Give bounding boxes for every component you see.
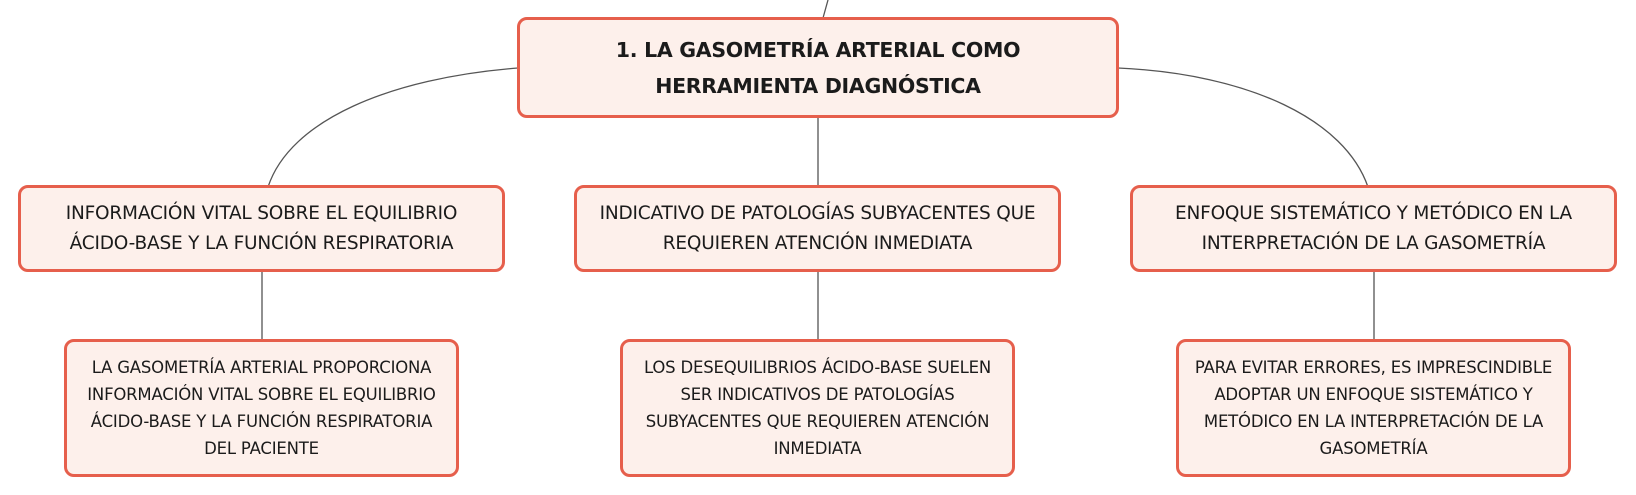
branch-label: ENFOQUE SISTEMÁTICO Y METÓDICO EN LA INTERPRETACIÓN DE LA GASOMETRÍA — [1175, 202, 1572, 254]
root-topic-label: 1. LA GASOMETRÍA ARTERIAL COMO HERRAMIENTA DIAGNÓSTICA — [615, 37, 1021, 98]
detail-node-acid-base-info[interactable] — [64, 339, 459, 477]
detail-label: LA GASOMETRÍA ARTERIAL PROPORCIONA INFORMACIÓN VITAL SOBRE EL EQUILIBRIO ÁCIDO-BASE Y LA FUNCIÓN RESPIRATORIA DEL PACIENTE — [87, 358, 436, 458]
branch-node-systematic-approach[interactable] — [1130, 185, 1617, 272]
detail-node-systematic-approach[interactable] — [1176, 339, 1571, 477]
root-topic-node[interactable] — [517, 17, 1119, 118]
branch-node-underlying-pathologies[interactable] — [574, 185, 1061, 272]
connector-parent-to-root — [823, 0, 828, 18]
branch-node-acid-base-info[interactable] — [18, 185, 505, 272]
branch-label: INDICATIVO DE PATOLOGÍAS SUBYACENTES QUE REQUIEREN ATENCIÓN INMEDIATA — [599, 202, 1036, 254]
detail-label: PARA EVITAR ERRORES, ES IMPRESCINDIBLE ADOPTAR UN ENFOQUE SISTEMÁTICO Y METÓDICO EN LA INTERPRETACIÓN DE LA GASOMETRÍA — [1194, 358, 1553, 458]
detail-node-underlying-pathologies[interactable] — [620, 339, 1015, 477]
branch-label: INFORMACIÓN VITAL SOBRE EL EQUILIBRIO ÁCIDO-BASE Y LA FUNCIÓN RESPIRATORIA — [65, 202, 458, 254]
connector-root-to-branch-3 — [1118, 68, 1368, 187]
connector-root-to-branch-1 — [268, 68, 518, 187]
detail-label: LOS DESEQUILIBRIOS ÁCIDO-BASE SUELEN SER INDICATIVOS DE PATOLOGÍAS SUBYACENTES QUE REQUIEREN ATENCIÓN INMEDIATA — [643, 358, 992, 458]
